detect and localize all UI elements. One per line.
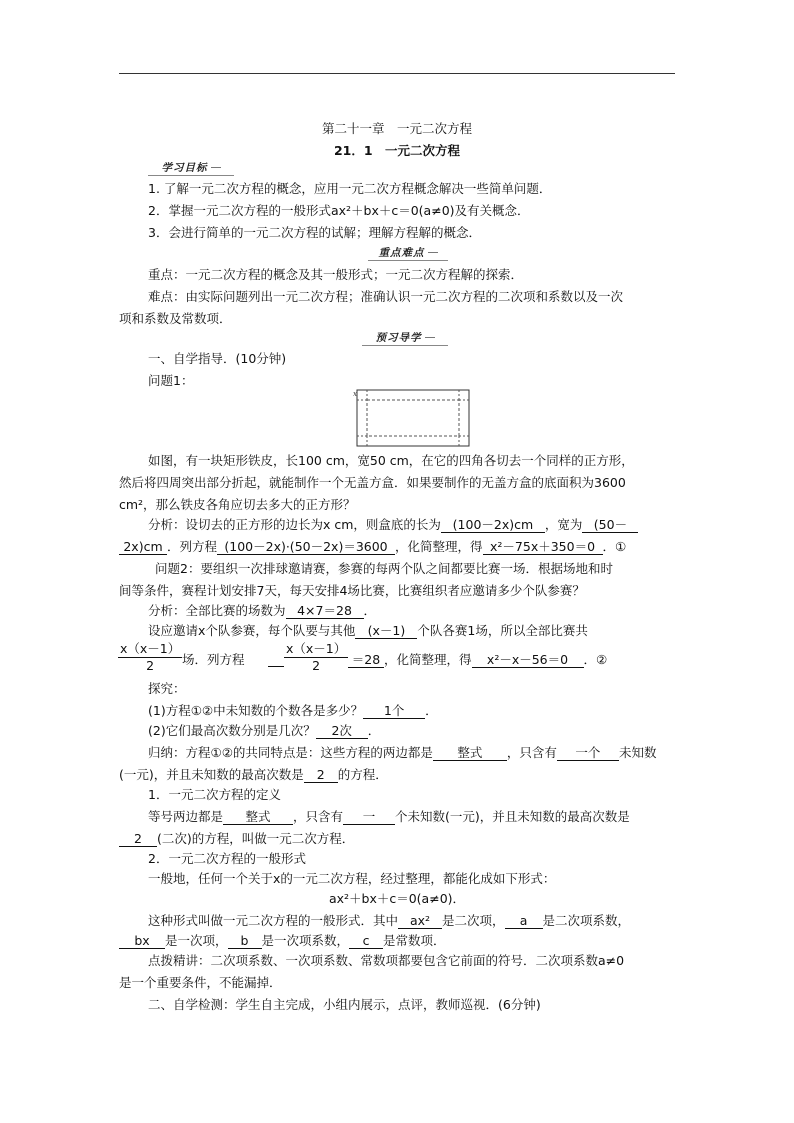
- figure-x-label: x: [353, 390, 357, 398]
- self-check-heading: 二、自学检测：学生自主完成，小组内展示，点评，教师巡视．(6分钟): [148, 997, 541, 1012]
- fraction-equation-denominator: 2: [312, 658, 321, 673]
- key-point-difficult-2: 项和系数及常数项．: [119, 311, 232, 326]
- analysis1-text-d: ．列方程: [167, 539, 218, 554]
- inner-dashed-rectangle: [367, 400, 459, 436]
- general-form-text-a: 这种形式叫做一元二次方程的一般形式．其中: [148, 913, 399, 928]
- analysis1-text-e: ，化简整理，得: [395, 539, 483, 554]
- general-form-text-f: 是一次项系数，: [261, 933, 350, 948]
- blank-linear-term: bx: [119, 933, 165, 949]
- iron-sheet-diagram: [353, 386, 473, 450]
- definition-text-d: 个未知数(一元)，并且未知数的最高次数是: [395, 809, 630, 824]
- blank-box-length: (100－2x)cm: [441, 517, 545, 533]
- blank-linear-coefficient: b: [228, 933, 262, 949]
- outer-rectangle: [357, 390, 469, 446]
- general-form-text-e: 是一次项，: [165, 933, 228, 948]
- blank-match-count: 4×7＝28: [286, 603, 364, 619]
- blank-unknown-count: 1个: [363, 703, 425, 719]
- problem1-text-2: 然后将四周突出部分折起，就能制作一个无盖方盒．如果要制作的无盖方盒的底面积为3600: [119, 475, 626, 490]
- fraction-denominator: 2: [146, 658, 155, 673]
- badge-tail-icon: [425, 337, 435, 338]
- definition-title: 1．一元二次方程的定义: [148, 787, 281, 802]
- analysis1-line-2: [119, 538, 626, 556]
- goal-2: 2．掌握一元二次方程的一般形式ax²＋bx＋c＝0(a≠0)及有关概念．: [148, 203, 530, 218]
- explore-question-1: [148, 702, 438, 720]
- goal-1: 1. 了解一元二次方程的概念，应用一元二次方程概念解决一些简单问题．: [148, 181, 552, 196]
- blank-constant-term: c: [349, 933, 383, 949]
- question-2-text: (2)它们最高次数分别是几次？: [148, 723, 316, 738]
- question-1-text: (1)方程①②中未知数的个数各是多少？: [148, 703, 364, 718]
- blank-one: 一个: [557, 745, 619, 761]
- preview-badge-label: 预习导学: [375, 332, 422, 344]
- blank-integral: 整式: [433, 745, 507, 761]
- analysis2-line-3: [348, 651, 607, 669]
- blank-two: 2: [304, 767, 338, 783]
- blank-quadratic-coefficient: a: [505, 913, 543, 929]
- key-point-important: 重点：一元二次方程的概念及其一般形式；一元二次方程解的探索．: [148, 267, 524, 282]
- goals-badge: [148, 160, 234, 176]
- goals-badge-label: 学习目标: [161, 162, 208, 174]
- key-points-badge-label: 重点难点: [378, 247, 425, 259]
- summary-line-2: [119, 766, 388, 784]
- definition-line-1: [148, 808, 630, 826]
- definition-text-c: ，只含有: [293, 809, 344, 824]
- blank-def-one: 一: [343, 809, 395, 825]
- question-2-end: ．: [367, 723, 381, 738]
- key-points-badge: [368, 245, 448, 261]
- blank-box-width-part2: 2x)cm: [119, 539, 167, 555]
- analysis1-text-c: ，宽为: [544, 517, 583, 532]
- badge-tail-icon: [428, 252, 438, 253]
- fraction-equation-numerator: x（x－1）: [286, 641, 347, 656]
- general-form-text-d: 是二次项系数，: [542, 913, 631, 928]
- badge-tail-icon: [211, 167, 221, 168]
- question-1-end: ．: [425, 703, 438, 718]
- analysis2-text-d: 设应邀请x个队参赛，每个队要与其他: [148, 623, 356, 638]
- general-form-text-c: 是二次项，: [442, 913, 505, 928]
- iron-sheet-figure: [353, 386, 473, 454]
- blank-equation-1: (100－2x)·(50－2x)＝3600: [217, 539, 395, 555]
- problem1-text-3: cm²，那么铁皮各角应切去多大的正方形？: [119, 497, 356, 512]
- blank-highest-degree: 2次: [316, 723, 368, 739]
- blank-box-width-part1: (50－: [582, 517, 638, 533]
- blank-quadratic-term: ax²: [398, 913, 442, 929]
- summary-text-a: 归纳：方程①②的共同特点是：这些方程的两边都是: [148, 745, 433, 760]
- general-form-text: 一般地，任何一个关于x的一元二次方程，经过整理，都能化成如下形式：: [148, 871, 556, 886]
- preview-badge: [362, 330, 448, 346]
- key-point-difficult-1: 难点：由实际问题列出一元二次方程；准确认识一元二次方程的二次项和系数以及一次: [148, 289, 624, 304]
- analysis2-text-c: ．: [363, 603, 377, 618]
- analysis2-text-h: ．②: [583, 652, 608, 667]
- analysis2-line-2: [148, 622, 588, 640]
- general-form-line-2: [148, 912, 630, 930]
- general-form-line-3: [119, 932, 446, 950]
- general-form-text-g: 是常数项．: [383, 933, 446, 948]
- definition-line-2: [119, 830, 354, 848]
- summary-text-f: 的方程．: [337, 767, 388, 782]
- analysis2-text-e: 个队各赛1场，所以全部比赛共: [417, 623, 588, 638]
- blank-simplified-2: x²－x－56＝0: [472, 652, 584, 668]
- analysis1-text-f: ．①: [602, 539, 627, 554]
- problem1-label: 问题1：: [148, 373, 194, 388]
- general-form-title: 2．一元二次方程的一般形式: [148, 851, 306, 866]
- analysis2-text-f: 场．列方程: [182, 652, 245, 667]
- blank-equation-2: ＝28: [348, 652, 384, 668]
- definition-text-e: (二次)的方程，叫做一元二次方程．: [157, 831, 355, 846]
- problem1-text-1: 如图，有一块矩形铁皮，长100 cm，宽50 cm，在它的四角各切去一个同样的正方形，: [148, 453, 634, 468]
- analysis1-text-a: 分析：设切去的正方形的边长为x cm，则盒底的长为: [148, 517, 441, 532]
- chapter-title: 第二十一章 一元二次方程: [321, 121, 472, 136]
- problem2-text-2: 间等条件，赛程计划安排7天，每天安排4场比赛，比赛组织者应邀请多少个队参赛？: [119, 583, 585, 598]
- blank-other-teams: (x－1): [355, 623, 417, 639]
- summary-line-1: [148, 744, 656, 762]
- explore-label: 探究：: [148, 681, 186, 696]
- summary-text-e: (一元)，并且未知数的最高次数是: [119, 767, 304, 782]
- section-title: 21．1 一元二次方程: [333, 143, 461, 158]
- problem2-text-1: 问题2：要组织一次排球邀请赛，参赛的每两个队之间都要比赛一场．根据场地和时: [155, 561, 613, 576]
- blank-simplified-1: x²－75x＋350＝0: [483, 539, 603, 555]
- blank-def-integral: 整式: [223, 809, 293, 825]
- fraction-equation: [284, 641, 348, 674]
- fraction-numerator: x（x－1）: [120, 641, 181, 656]
- tip-line-1: 点拨精讲：二次项系数、一次项系数、常数项都要包含它前面的符号．二次项系数a≠0: [148, 953, 625, 968]
- summary-text-d: 未知数: [618, 745, 657, 760]
- blank-lead-line: [268, 651, 284, 667]
- definition-text-a: 等号两边都是: [148, 809, 224, 824]
- analysis2-text-g: ，化简整理，得: [384, 652, 472, 667]
- explore-question-2: [148, 722, 380, 740]
- tip-line-2: 是一个重要条件，不能漏掉．: [119, 975, 282, 990]
- goal-3: 3．会进行简单的一元二次方程的试解；理解方程解的概念．: [148, 225, 481, 240]
- analysis2-text-a: 分析：全部比赛的场数为: [148, 603, 286, 618]
- analysis1-line-1: [148, 516, 638, 534]
- header-rule: [119, 73, 675, 74]
- summary-text-c: ，只含有: [506, 745, 557, 760]
- blank-def-two: 2: [119, 831, 157, 847]
- general-form-formula: ax²＋bx＋c＝0(a≠0)．: [328, 891, 466, 906]
- analysis2-line-1: [148, 602, 376, 620]
- fraction-total-matches: [118, 641, 182, 674]
- self-study-heading: 一、自学指导．(10分钟): [148, 351, 287, 366]
